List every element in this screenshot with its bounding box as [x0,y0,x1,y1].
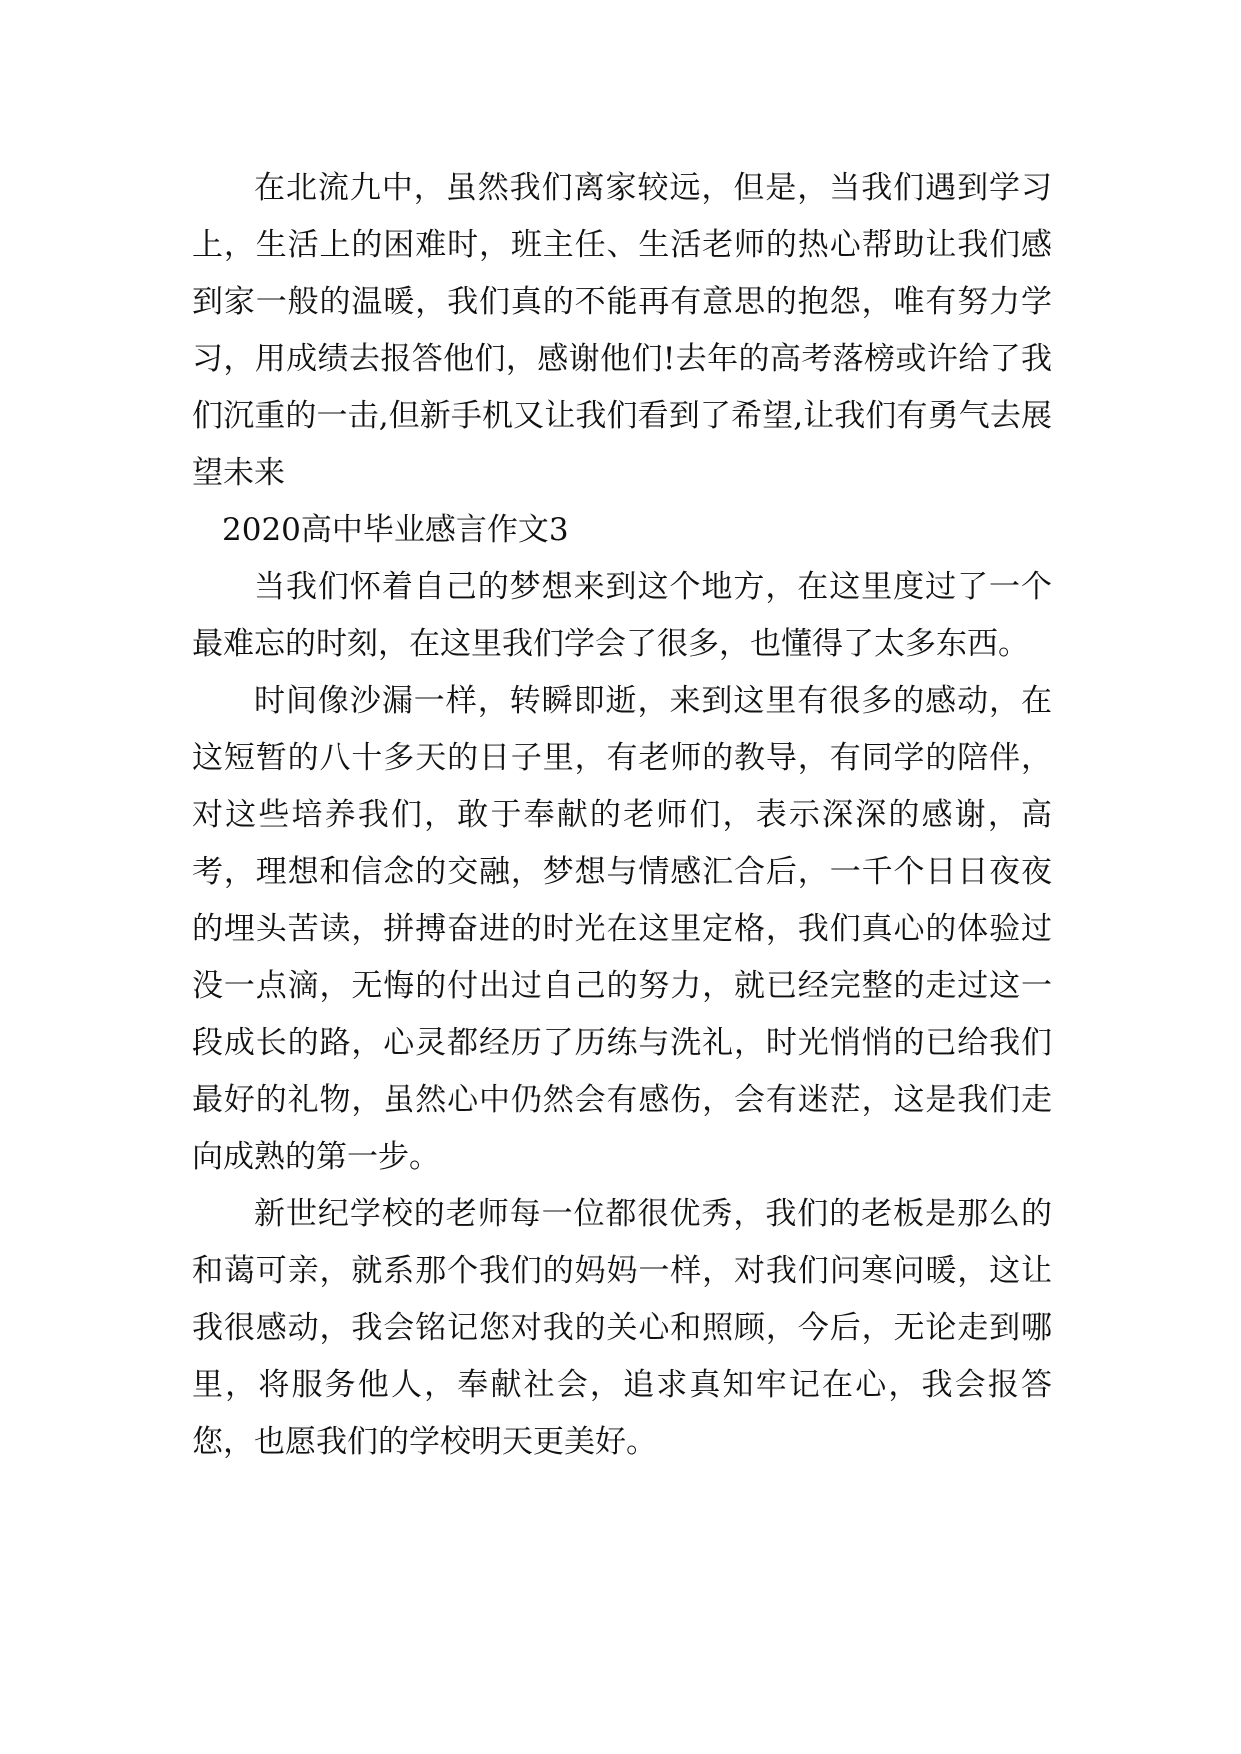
paragraph-3: 新世纪学校的老师每一位都很优秀，我们的老板是那么的和蔼可亲，就系那个我们的妈妈一样，对我们问寒问暖，这让我很感动，我会铭记您对我的关心和照顾，今后，无论走到哪里，将服务他人，奉献社会，追求真知牢记在心，我会报答您，也愿我们的学校明天更美好。 [192,1196,1052,1460]
document-body [192,160,1052,1471]
section-title: 2020高中毕业感言作文3 [222,512,569,548]
paragraph-intro: 在北流九中，虽然我们离家较远，但是，当我们遇到学习上，生活上的困难时，班主任、生活老师的热心帮助让我们感到家一般的温暖，我们真的不能再有意思的抱怨，唯有努力学习，用成绩去报答他们，感谢他们!去年的高考落榜或许给了我们沉重的一击,但新手机又让我们看到了希望,让我们有勇气去展望未来 [192,170,1052,491]
paragraph-2: 时间像沙漏一样，转瞬即逝，来到这里有很多的感动，在这短暂的八十多天的日子里，有老师的教导，有同学的陪伴，对这些培养我们，敢于奉献的老师们，表示深深的感谢，高考，理想和信念的交融，梦想与情感汇合后，一千个日日夜夜的埋头苦读，拼搏奋进的时光在这里定格，我们真心的体验过没一点滴，无悔的付出过自己的努力，就已经完整的走过这一段成长的路，心灵都经历了历练与洗礼，时光悄悄的已给我们最好的礼物，虽然心中仍然会有感伤，会有迷茫，这是我们走向成熟的第一步。 [192,683,1052,1175]
paragraph-1: 当我们怀着自己的梦想来到这个地方，在这里度过了一个最难忘的时刻，在这里我们学会了很多，也懂得了太多东西。 [192,569,1052,662]
